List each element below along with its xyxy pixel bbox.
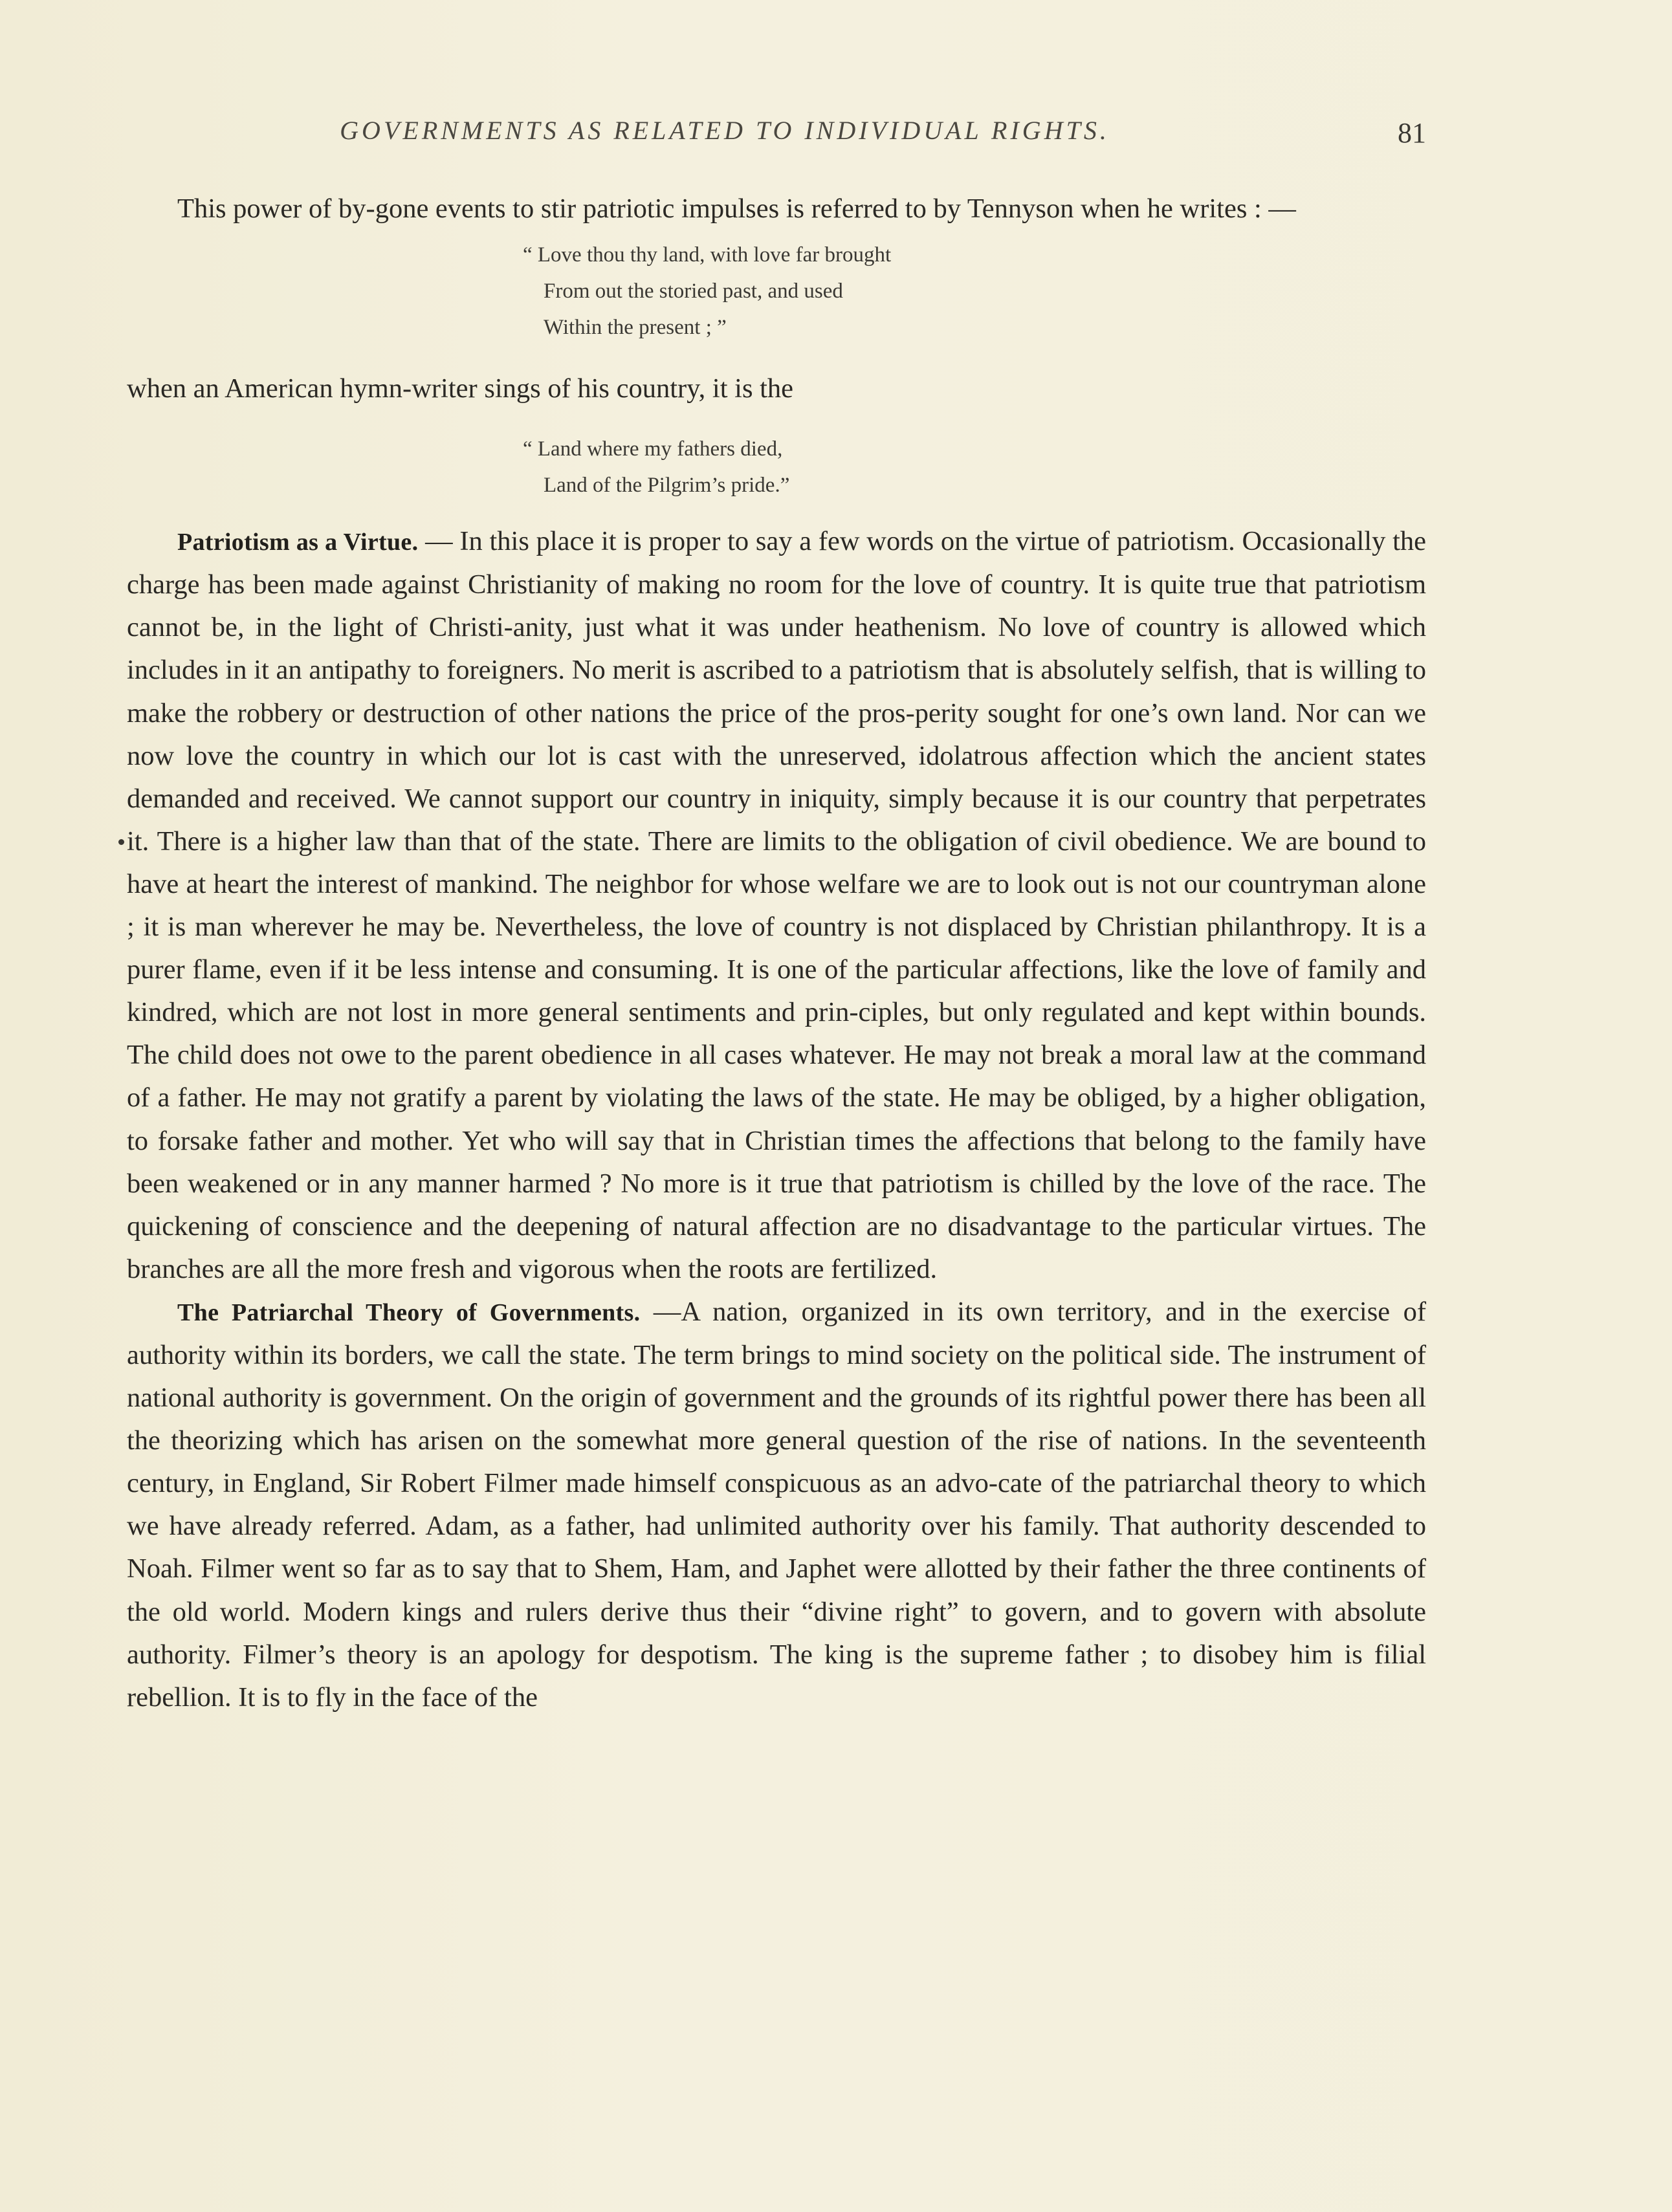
quote-line: From out the storied past, and used [544, 279, 843, 303]
running-title: GOVERNMENTS AS RELATED TO INDIVIDUAL RIGHTS. [340, 116, 1110, 145]
ink-dot-mark [118, 839, 124, 845]
quote-line: Land of the Pilgrim’s pride.” [544, 474, 790, 498]
quote-line: Within the present ; ” [544, 316, 727, 340]
patriotism-paragraph [127, 520, 1426, 1291]
patriarchal-theory-paragraph [127, 1291, 1426, 1719]
section-heading: Patriotism as a Virtue. [177, 529, 419, 556]
section-text: — In this place it is proper to say a few words on the virtue of patriotism. Occasionally the charge has been made against Christianity of making no room for the love of country. It is quite true that patriotism cannot be, in the light of Christi-anity, just what it was under heathenism. No love of country is allowed which includes in it an antipathy to foreigners. No merit is ascribed to a patriotism that is absolutely selfish, that is willing to make the robbery or destruction of other nations the price of the pros-perity sought for one’s own land. Nor can we now love the country in which our lot is cast with the unreserved, idolatrous affection which the ancient states demanded and received. We cannot support our country in iniquity, simply because it is our country that perpetrates it. There is a higher law than that of the state. There are limits to the obligation of civil obedience. We are bound to have at heart the interest of mankind. The neighbor for whose welfare we are to look out is not our countryman alone ; it is man wherever he may be. Nevertheless, the love of country is not displaced by Christian philanthropy. It is a purer flame, even if it be less intense and consuming. It is one of the particular affections, like the love of family and kindred, which are not lost in more general sentiments and prin-ciples, but only regulated and kept within bounds. The child does not owe to the parent obedience in all cases whatever. He may not break a moral law at the command of a father. He may not gratify a parent by violating the laws of the state. He may be obliged, by a higher obligation, to forsake father and mother. Yet who will say that in Christian times the affections that belong to the family have been weakened or in any manner harmed ? No more is it true that patriotism is chilled by the love of the race. The quickening of conscience and the deepening of natural affection are no disadvantage to the particular virtues. The branches are all the more fresh and vigorous when the roots are fertilized. [127, 526, 1427, 1284]
body-text [127, 188, 1426, 1719]
page-number: 81 [1398, 117, 1426, 149]
quote-line: “ Land where my fathers died, [523, 437, 783, 461]
quote-line: “ Love thou thy land, with love far brought [523, 243, 892, 267]
tennyson-quote [523, 237, 1426, 345]
section-text: —A nation, organized in its own territory, and in the exercise of authority within its borders, we call the state. The term brings to mind society on the political side. The instrument of national authority is government. On the origin of government and the grounds of its rightful power there has been all the theorizing which has arisen on the somewhat more general question of the rise of nations. In the seventeenth century, in England, Sir Robert Filmer made himself conspicuous as an advo-cate of the patriarchal theory to which we have already referred. Adam, as a father, had unlimited authority over his family. That authority descended to Noah. Filmer went so far as to say that to Shem, Ham, and Japhet were allotted by their father the three continents of the old world. Modern kings and rulers derive thus their “divine right” to govern, and to govern with absolute authority. Filmer’s theory is an apology for despotism. The king is the supreme father ; to disobey him is filial rebellion. It is to fly in the face of the [127, 1296, 1426, 1713]
hymn-quote [523, 431, 1426, 503]
intro-paragraph: This power of by-gone events to stir patriotic impulses is referred to by Tennyson when he writes : — [177, 193, 1296, 224]
running-head [127, 115, 1426, 167]
section-heading: The Patriarchal Theory of Governments. [177, 1298, 641, 1326]
bridge-paragraph: when an American hymn-writer sings of his country, it is the [127, 373, 794, 404]
